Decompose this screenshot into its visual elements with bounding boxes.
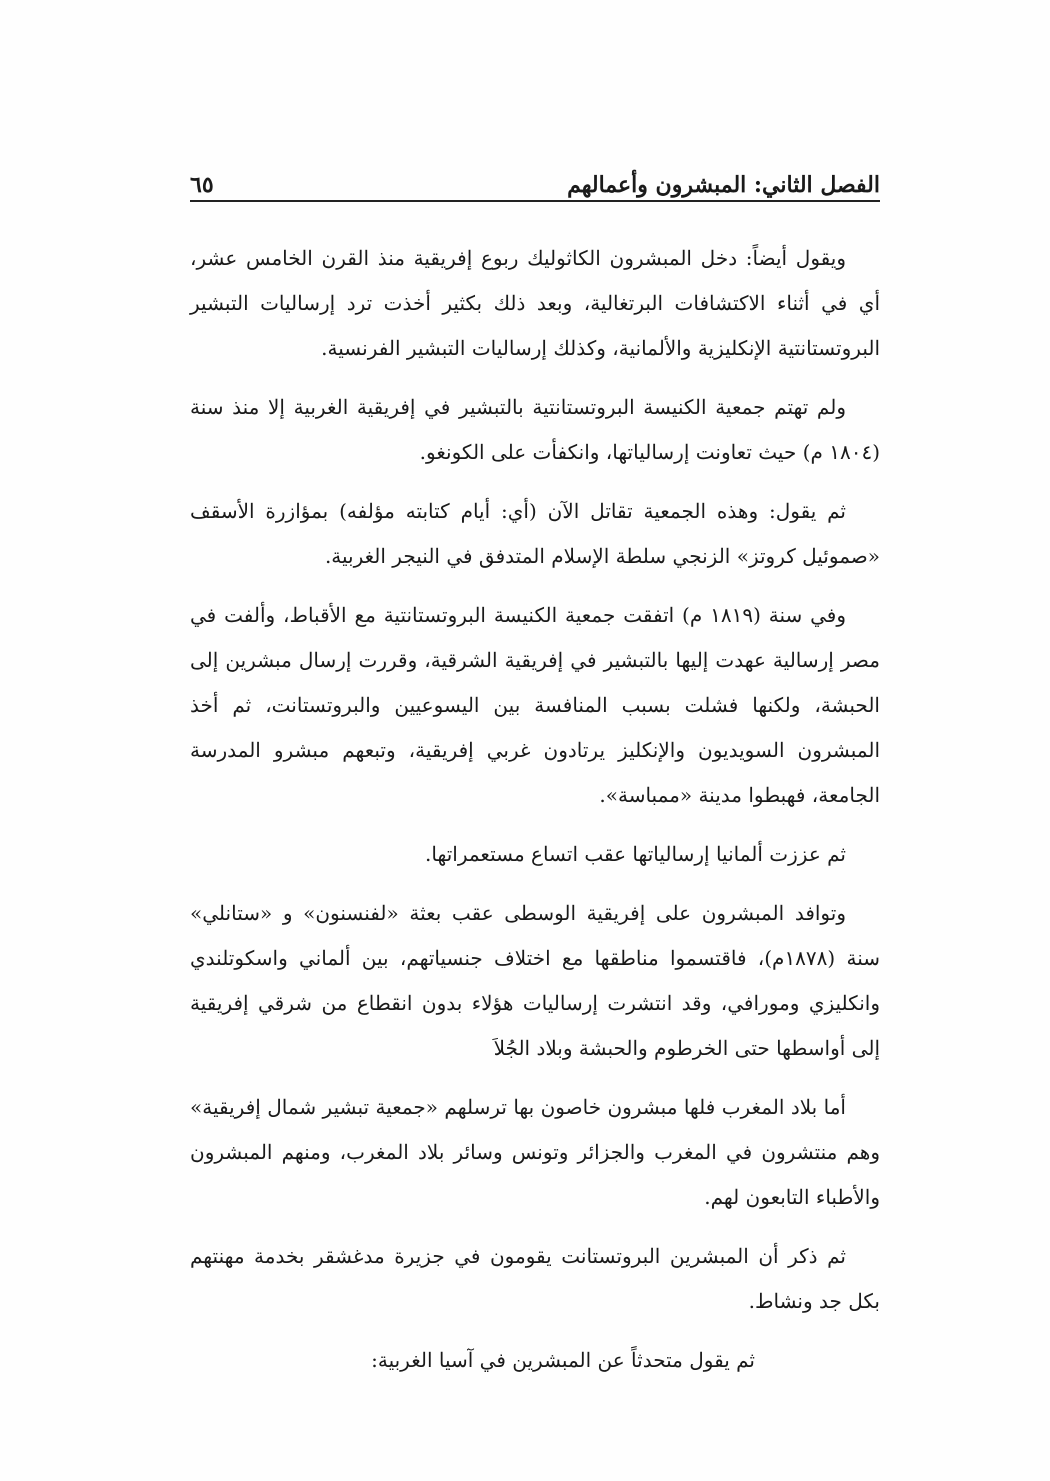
- paragraph: ويقول أيضاً: دخل المبشرون الكاثوليك ربوع إفريقية منذ القرن الخامس عشر، أي في أثناء الاكتشافات البرتغالية، وبعد ذلك بكثير أخذت ترد إرساليات التبشير البروتستانتية الإنكليزية والألمانية، وكذلك إرساليات التبشير الفرنسية.: [190, 246, 881, 360]
- page-number: ٦٥: [190, 172, 214, 198]
- running-header: [190, 166, 880, 202]
- body-text: [190, 236, 880, 1397]
- paragraph: ثم يقول متحدثاً عن المبشرين في آسيا الغربية:: [371, 1348, 755, 1372]
- paragraph: ثم ذكر أن المبشرين البروتستانت يقومون في جزيرة مدغشقر بخدمة مهنتهم بكل جد ونشاط.: [190, 1244, 880, 1313]
- paragraph: أما بلاد المغرب فلها مبشرون خاصون بها ترسلهم «جمعية تبشير شمال إفريقية» وهم منتشرون في المغرب والجزائر وتونس وسائر بلاد المغرب، ومنهم المبشرون والأطباء التابعون لهم.: [190, 1095, 880, 1209]
- paragraph: ثم يقول: وهذه الجمعية تقاتل الآن (أي: أيام كتابته مؤلفه) بمؤازرة الأسقف «صموئيل كروتز» الزنجي سلطة الإسلام المتدفق في النيجر الغربية.: [190, 499, 880, 568]
- paragraph: ولم تهتم جمعية الكنيسة البروتستانتية بالتبشير في إفريقية الغربية إلا منذ سنة (١٨٠٤ م) حيث تعاونت إرسالياتها، وانكفأت على الكونغو.: [190, 395, 880, 464]
- paragraph: وفي سنة (١٨١٩ م) اتفقت جمعية الكنيسة البروتستانتية مع الأقباط، وألفت في مصر إرسالية عهدت إليها بالتبشير في إفريقية الشرقية، وقررت إرسال مبشرين إلى الحبشة، ولكنها فشلت بسبب المنافسة بين اليسوعيين والبروتستانت، ثم أخذ المبشرون السويديون والإنكليز يرتادون غربي إفريقية، وتبعهم مبشرو المدرسة الجامعة، فهبطوا مدينة «ممباسة».: [190, 603, 880, 807]
- chapter-title: الفصل الثاني: المبشرون وأعمالهم: [567, 172, 880, 198]
- paragraph: وتوافد المبشرون على إفريقية الوسطى عقب بعثة «لفنسنون» و «ستانلي» سنة (١٨٧٨م)، فاقتسموا مناطقها مع اختلاف جنسياتهم، بين ألماني واسكوتلندي وانكليزي ومورافي، وقد انتشرت إرساليات هؤلاء بدون انقطاع من شرقي إفريقية إلى أواسطها حتى الخرطوم والحبشة وبلاد الجُلاَ: [190, 901, 880, 1060]
- paragraph: ثم عززت ألمانيا إرسالياتها عقب اتساع مستعمراتها.: [425, 842, 846, 866]
